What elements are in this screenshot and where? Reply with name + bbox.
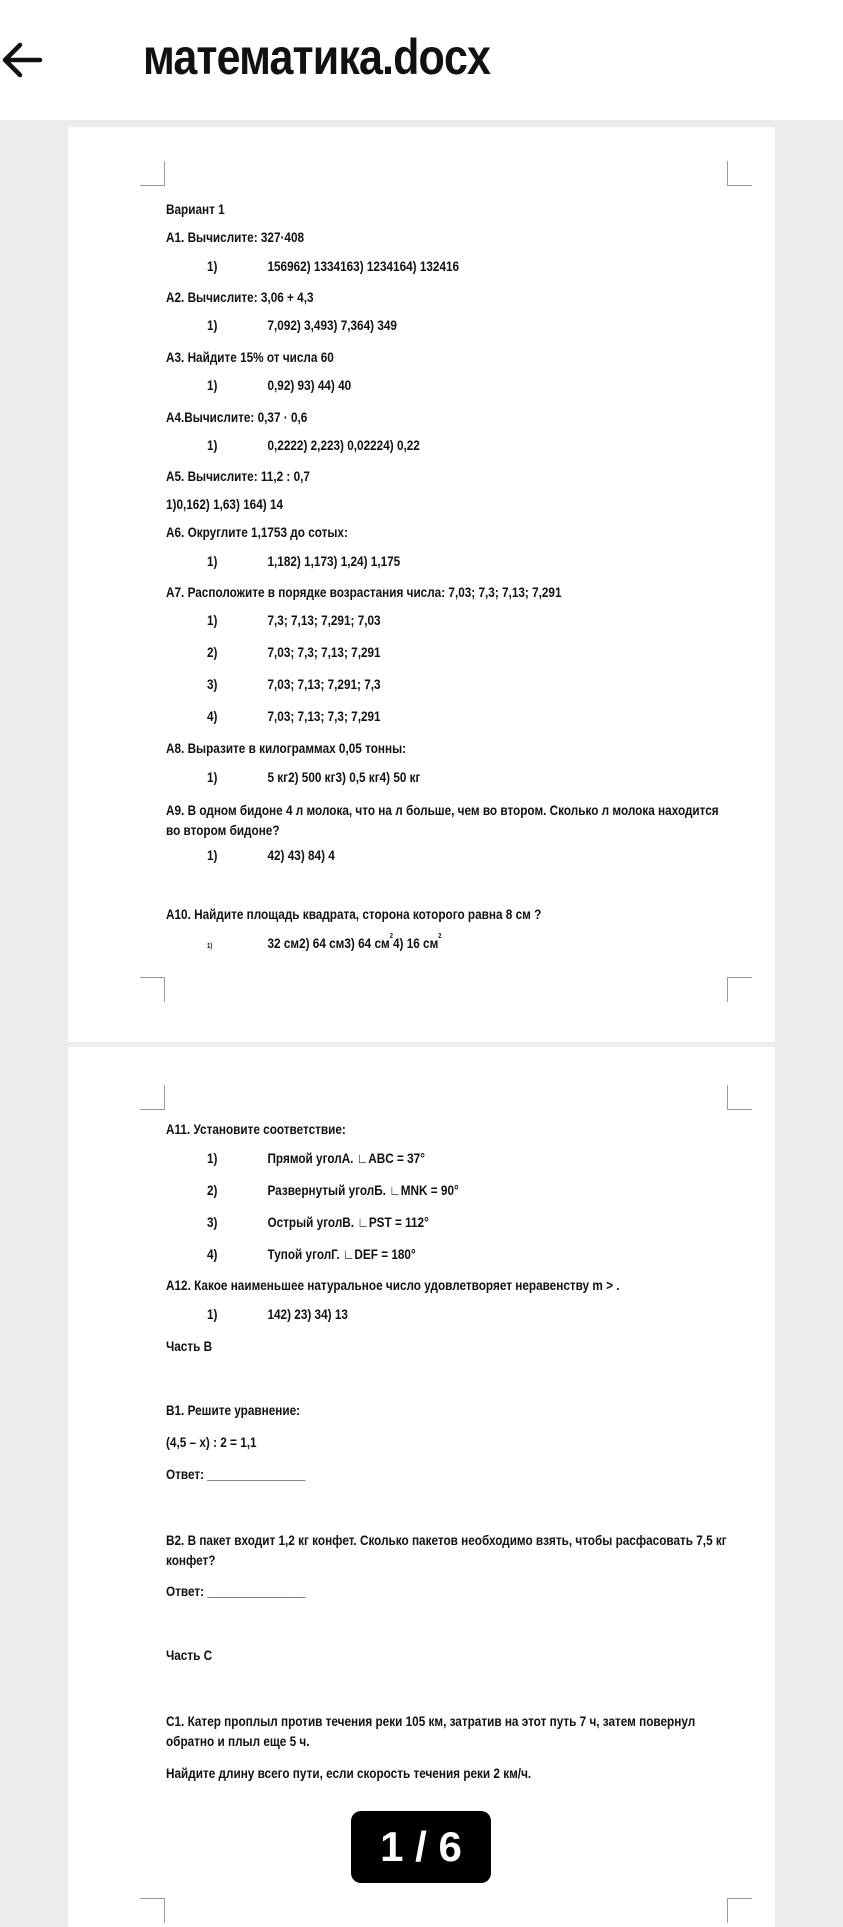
document-line <box>166 349 334 365</box>
document-line <box>166 800 729 840</box>
superscript: 2 <box>438 933 442 940</box>
option-number: 2) <box>207 644 218 660</box>
option-number: 1) <box>207 1150 218 1166</box>
line-text: 7,03; 7,13; 7,291; 7,3 <box>267 676 381 692</box>
page-corner-mark <box>140 1898 165 1923</box>
line-text: А11. Установите соответствие: <box>166 1121 346 1137</box>
document-line <box>166 1530 729 1570</box>
document-page-1 <box>68 127 775 1042</box>
answer-option-line <box>207 1150 425 1166</box>
line-text: 0,92) 93) 44) 40 <box>267 377 352 393</box>
answer-option-line <box>207 935 442 951</box>
option-number: 1) <box>207 258 218 274</box>
line-text: 32 см2) 64 см3) 64 см <box>267 935 390 951</box>
answer-option-line <box>207 1246 416 1262</box>
option-number: 1) <box>207 769 218 785</box>
line-text: А10. Найдите площадь квадрата, сторона которого равна 8 см ? <box>166 906 542 922</box>
back-button[interactable] <box>0 36 48 84</box>
line-text: А7. Расположите в порядке возрастания числа: 7,03; 7,3; 7,13; 7,291 <box>166 584 562 600</box>
answer-option-line <box>207 1214 429 1230</box>
answer-option-line <box>207 377 351 393</box>
page-corner-mark <box>140 977 165 1002</box>
document-line <box>166 409 307 425</box>
line-text: Вариант 1 <box>166 201 225 217</box>
document-page-2 <box>68 1047 775 1927</box>
document-line <box>166 1583 305 1599</box>
line-text: А8. Выразите в килограммах 0,05 тонны: <box>166 740 407 756</box>
line-text: С1. Катер проплыл против течения реки 105 км, затратив на этот путь 7 ч, затем повернул обратно и плыл еще 5 ч. <box>166 1713 696 1749</box>
answer-option-line <box>207 847 335 863</box>
document-title: математика.docx <box>143 29 491 85</box>
document-line <box>166 1338 212 1354</box>
document-line <box>166 1765 531 1781</box>
answer-option-line <box>207 317 397 333</box>
line-text: 7,092) 3,493) 7,364) 349 <box>267 317 397 333</box>
document-line <box>166 1121 346 1137</box>
document-line <box>166 229 304 245</box>
page-corner-mark <box>727 977 752 1002</box>
document-line <box>166 906 541 922</box>
line-text: 5 кг2) 500 кг3) 0,5 кг4) 50 кг <box>267 769 421 785</box>
document-line <box>166 496 283 512</box>
line-text: 1)0,162) 1,63) 164) 14 <box>166 496 284 512</box>
page-indicator: 1 / 6 <box>351 1811 491 1883</box>
line-text: А6. Округлите 1,1753 до сотых: <box>166 524 348 540</box>
page-corner-mark <box>727 1085 752 1110</box>
document-line <box>166 201 225 217</box>
document-line <box>166 584 562 600</box>
answer-option-line <box>207 769 420 785</box>
option-number: 1) <box>207 317 218 333</box>
document-line <box>166 1434 257 1450</box>
option-number: 1) <box>207 943 213 950</box>
line-text: А3. Найдите 15% от числа 60 <box>166 349 334 365</box>
line-text: А9. В одном бидоне 4 л молока, что на л больше, чем во втором. Сколько л молока находится во втором бидоне? <box>166 802 719 838</box>
answer-option-line <box>207 612 381 628</box>
answer-option-line <box>207 553 400 569</box>
line-text: 4) 16 см <box>392 935 439 951</box>
document-line <box>166 740 406 756</box>
option-number: 4) <box>207 1246 218 1262</box>
document-line <box>166 1466 305 1482</box>
line-text: Часть С <box>166 1647 213 1663</box>
answer-option-line <box>207 644 381 660</box>
answer-option-line <box>207 708 381 724</box>
option-number: 4) <box>207 708 218 724</box>
line-text: 0,2222) 2,223) 0,02224) 0,22 <box>267 437 420 453</box>
line-text: Тупой уголГ. ∟DEF = 180° <box>267 1246 416 1262</box>
document-line <box>166 289 314 305</box>
arrow-left-icon <box>0 36 48 84</box>
option-number: 1) <box>207 847 218 863</box>
document-line <box>166 1647 212 1663</box>
line-text: 1,182) 1,173) 1,24) 1,175 <box>267 553 401 569</box>
option-number: 3) <box>207 1214 218 1230</box>
option-number: 2) <box>207 1182 218 1198</box>
line-text: 7,03; 7,3; 7,13; 7,291 <box>267 644 381 660</box>
option-number: 3) <box>207 676 218 692</box>
line-text: Часть В <box>166 1338 213 1354</box>
app-header <box>0 0 843 120</box>
document-line <box>166 468 310 484</box>
line-text: 7,03; 7,13; 7,3; 7,291 <box>267 708 381 724</box>
superscript: 2 <box>389 933 393 940</box>
line-text: (4,5 – x) : 2 = 1,1 <box>166 1434 257 1450</box>
option-number: 1) <box>207 553 218 569</box>
line-text: В1. Решите уравнение: <box>166 1402 301 1418</box>
line-text: 142) 23) 34) 13 <box>267 1306 348 1322</box>
document-line <box>166 1277 619 1293</box>
option-number: 1) <box>207 377 218 393</box>
line-text: Прямой уголА. ∟ABC = 37° <box>267 1150 425 1166</box>
line-text: Найдите длину всего пути, если скорость течения реки 2 км/ч. <box>166 1765 532 1781</box>
line-text: А5. Вычислите: 11,2 : 0,7 <box>166 468 310 484</box>
option-number: 1) <box>207 437 218 453</box>
document-line <box>166 524 348 540</box>
answer-option-line <box>207 1182 459 1198</box>
line-text: А1. Вычислите: 327·408 <box>166 229 305 245</box>
line-text: В2. В пакет входит 1,2 кг конфет. Сколько пакетов необходимо взять, чтобы расфасовать 7,5 кг конфет? <box>166 1532 727 1568</box>
answer-option-line <box>207 1306 348 1322</box>
line-text: Развернутый уголБ. ∟MNK = 90° <box>267 1182 459 1198</box>
option-number: 1) <box>207 1306 218 1322</box>
page-corner-mark <box>727 161 752 186</box>
option-number: 1) <box>207 612 218 628</box>
line-text: 7,3; 7,13; 7,291; 7,03 <box>267 612 381 628</box>
document-line <box>166 1402 300 1418</box>
line-text: Острый уголВ. ∟PST = 112° <box>267 1214 429 1230</box>
line-text: А4.Вычислите: 0,37 · 0,6 <box>166 409 308 425</box>
answer-option-line <box>207 258 459 274</box>
line-text: А12. Какое наименьшее натуральное число удовлетворяет неравенству m > . <box>166 1277 620 1293</box>
document-line <box>166 1711 729 1751</box>
page-corner-mark <box>140 161 165 186</box>
answer-option-line <box>207 676 381 692</box>
answer-option-line <box>207 437 420 453</box>
line-text: Ответ: _______________ <box>166 1466 306 1482</box>
line-text: Ответ: _______________ <box>166 1583 306 1599</box>
line-text: 156962) 1334163) 1234164) 132416 <box>267 258 460 274</box>
page-corner-mark <box>140 1085 165 1110</box>
page-corner-mark <box>727 1898 752 1923</box>
line-text: 42) 43) 84) 4 <box>267 847 335 863</box>
line-text: А2. Вычислите: 3,06 + 4,3 <box>166 289 314 305</box>
